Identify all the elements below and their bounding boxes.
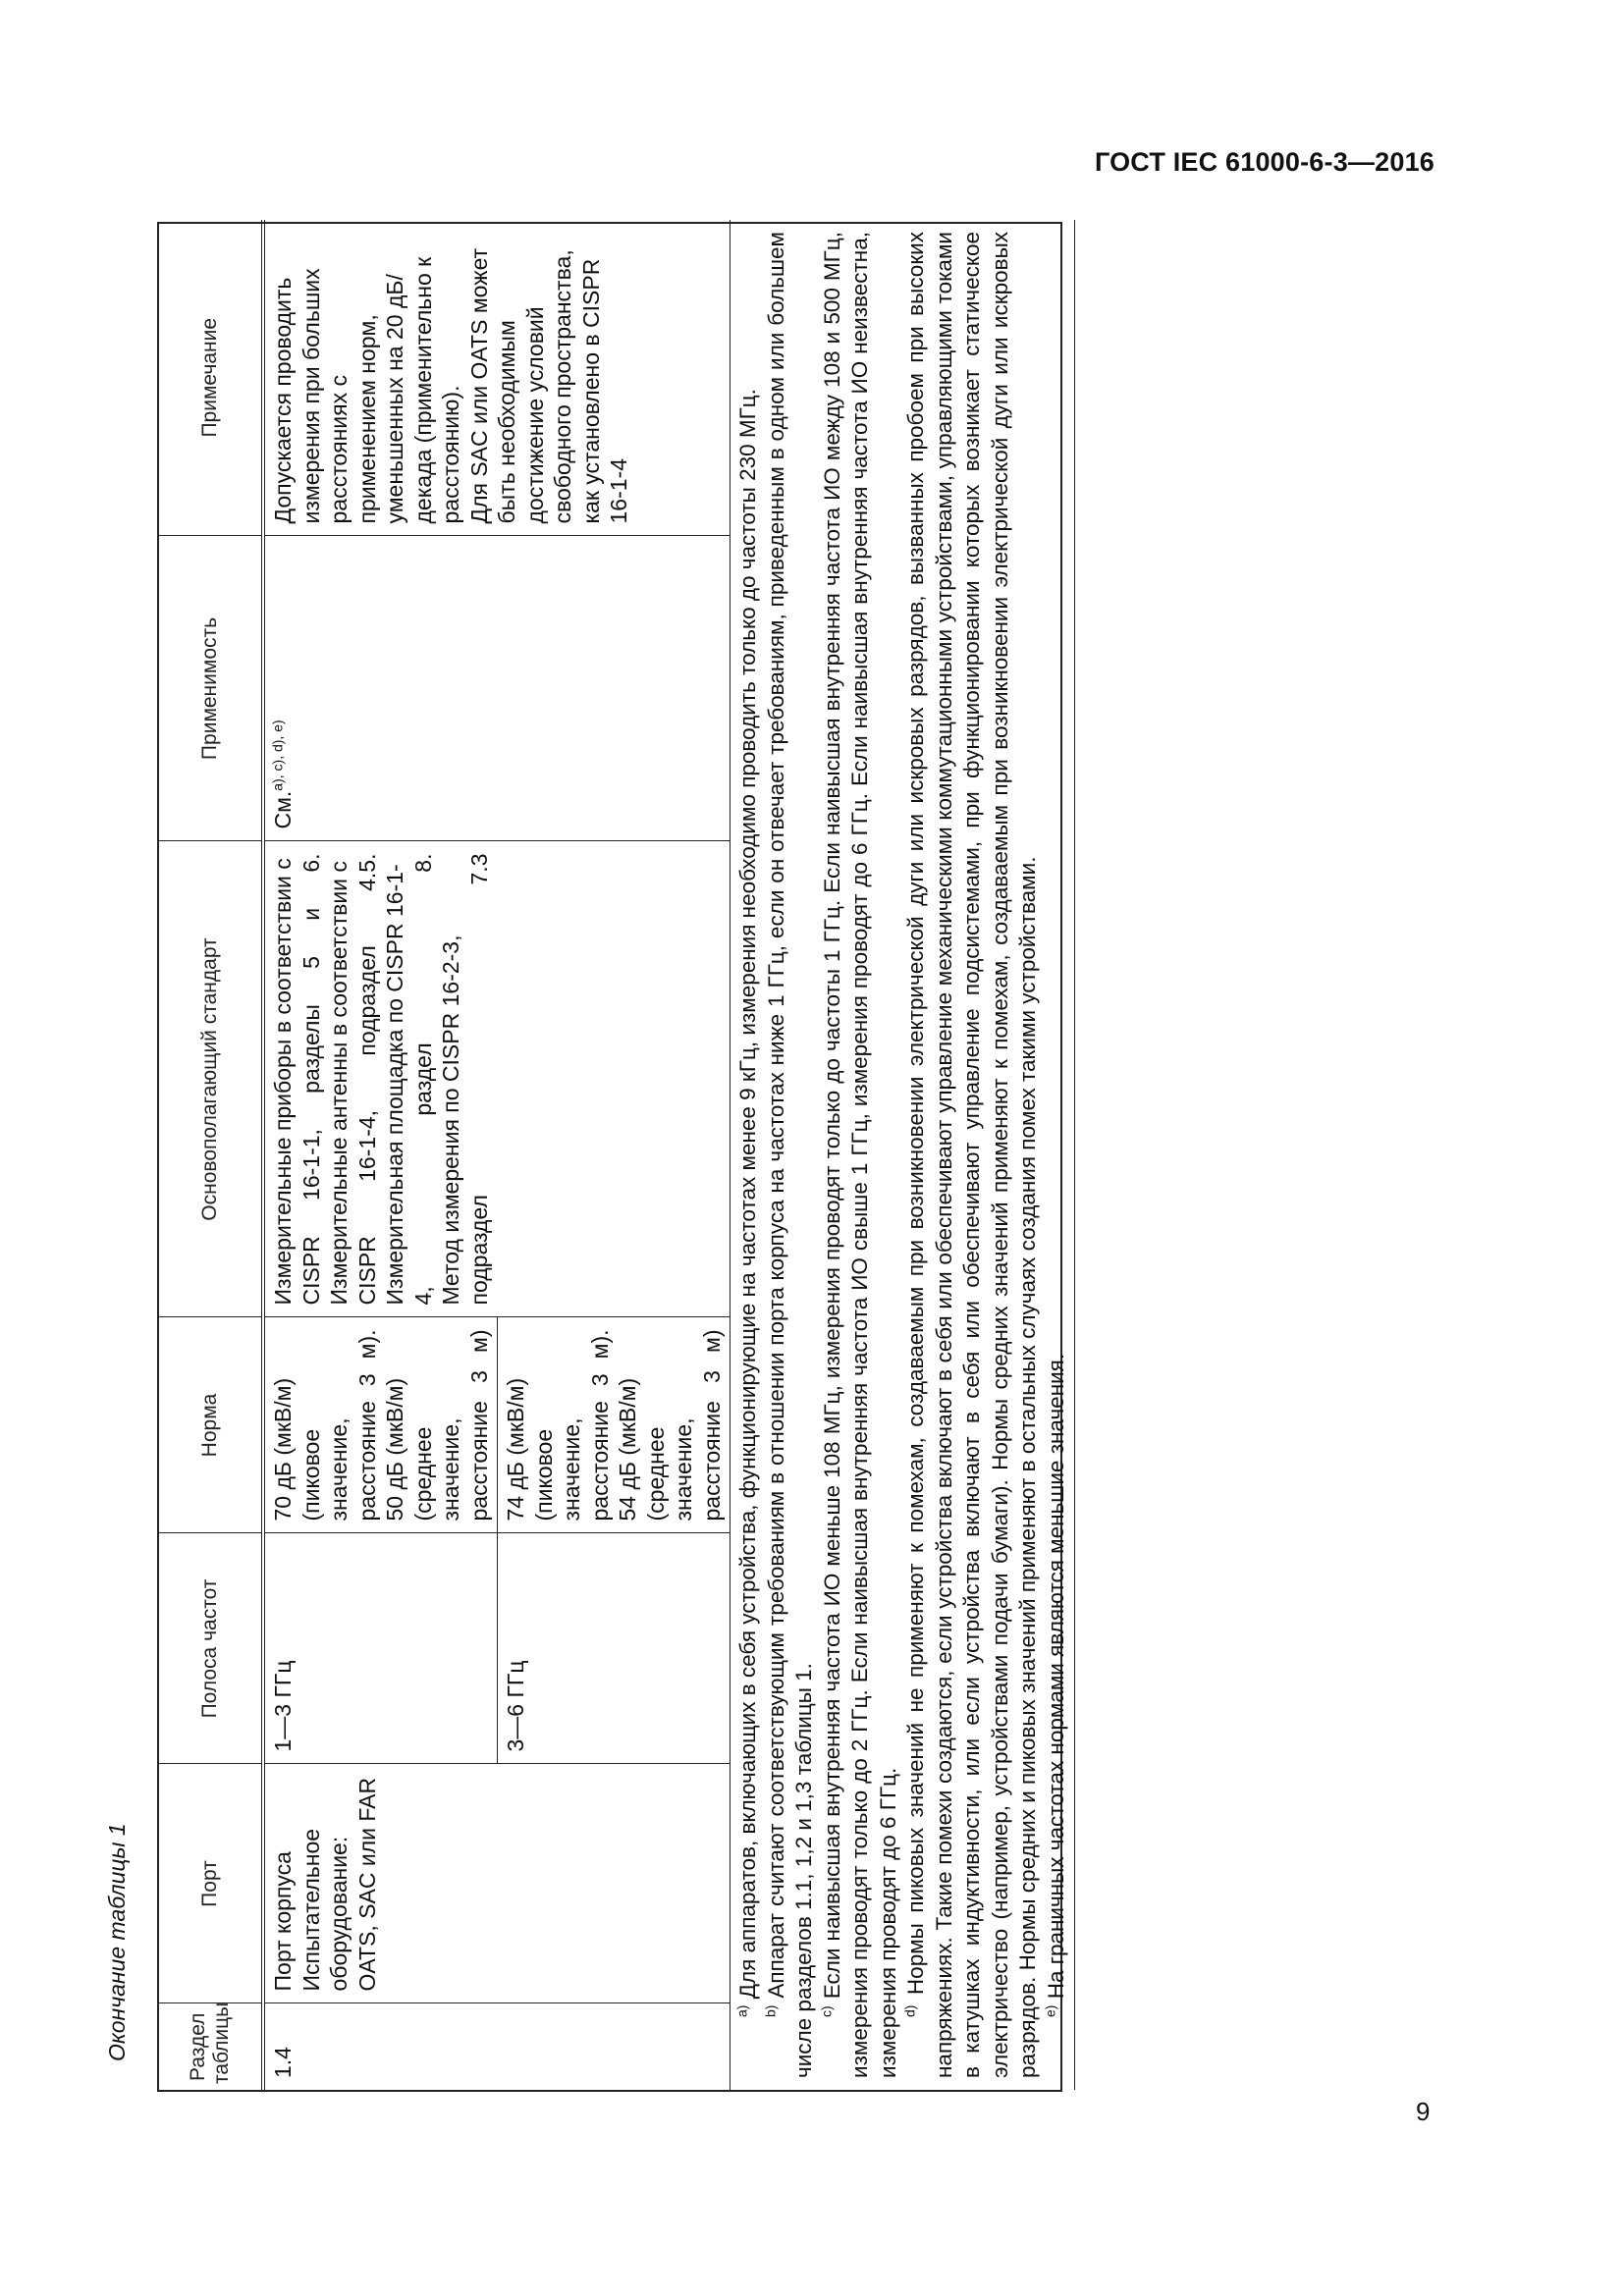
header-section: Раздел таблицы	[159, 2003, 263, 2090]
table-row	[263, 220, 498, 2090]
footnote: $^{d)}$ Нормы пиковых значений не применяют к помехам, создаваемым при возникновении электрической дуги или искровых разрядов, вызванных пробоем при высоких напряжениях. Такие помехи создаются, если устройства включают в себя или обеспечивают управление механическими коммутационными устройствами, управляющими токами в катушках индуктивности, или если устройства включают в себя или обеспечивают управление подсистемами, при функционировании которых возникает статическое электричество (например, устройствами подачи бумаги). Нормы средних значений применяют к помехам, создаваемым при возникновении электрической дуги или искровых разрядов. Нормы средних и пиковых значений применяют в остальных случаях создания помех такими устройствами.	[901, 232, 1040, 2078]
rotated-table-block	[103, 222, 1068, 2092]
page-number: 9	[1416, 2097, 1431, 2126]
norm-2-peak: 74 дБ (мкВ/м) (пиковое значение, расстояние 3 м).	[503, 1329, 613, 1522]
header-norm: Норма	[159, 1317, 263, 1533]
table-caption: Окончание таблицы 1	[104, 1823, 130, 2061]
cell-port: Порт корпуса Испытательное оборудование: OATS, SAC или FAR	[263, 1764, 731, 2003]
note-line: Для SAC или OATS может быть необходимым достижение условий свободного пространства, как установлено в CISPR 16-1-4	[465, 247, 631, 524]
header-band: Полоса частот	[159, 1533, 263, 1764]
norm-1-average: 50 дБ (мкВ/м) (среднее значение, расстояние 3 м)	[382, 1329, 492, 1522]
standard-line: Измерительная площадка по CISPR 16-1-4, раздел 8.	[382, 853, 436, 1306]
note-line: Допускается проводить измерения при больших расстояниях с применением норм, уменьшенных на 20 дБ/декада (применительно к расстоянию).	[270, 256, 463, 524]
cell-standard	[263, 841, 731, 1317]
table-frame	[157, 222, 1068, 2092]
footnote: $^{b)}$ Аппарат считают соответствующим требованиям в отношении порта корпуса на частотах ниже 1 ГГц, если он отвечает требованиям, приведенным в одном или большем числе разделов 1.1, 1,2 и 1,3 таблицы 1.	[762, 232, 816, 2078]
cell-norm-1	[263, 1317, 498, 1533]
applicability-refs: a), c), d), e)	[269, 720, 286, 791]
header-port: Порт	[159, 1764, 263, 2003]
header-applicability: Применимость	[159, 536, 263, 841]
cell-norm-2	[498, 1317, 731, 1533]
document-code: ГОСТ IEC 61000-6-3—2016	[1094, 147, 1435, 177]
applicability-text: См.	[270, 790, 296, 829]
table-header-row	[159, 220, 263, 2090]
cell-applicability	[263, 536, 731, 841]
footnotes-cell	[731, 220, 1075, 2090]
standard-line: Измерительные приборы в соответствии с CISPR 16-1-1, разделы 5 и 6.	[270, 853, 324, 1306]
footnote: $^{e)}$ На граничных частотах нормами являются меньшие значения.	[1042, 1353, 1068, 2017]
footnote: $^{a)}$ Для аппаратов, включающих в себя устройства, функционирующие на частотах менее 9 кГц, измерения необходимо проводить только до частоты 230 МГц.	[733, 389, 760, 2017]
footnote: $^{c)}$ Если наивысшая внутренняя частота ИО меньше 108 МГц, измерения проводят только до частоты 1 ГГц. Если наивысшая внутренняя частота ИО между 108 и 500 МГц, измерения проводят только до 2 ГГц. Если наивысшая внутренняя частота ИО свыше 1 ГГц, измерения проводят до 6 ГГц. Если наивысшая внутренняя частота ИО неизвестна, измерения проводят до 6 ГГц.	[818, 232, 900, 2078]
cell-band-2: 3—6 ГГц	[498, 1533, 731, 1764]
emission-limits-table	[159, 220, 1075, 2090]
norm-1-peak: 70 дБ (мкВ/м) (пиковое значение, расстояние 3 м).	[270, 1329, 380, 1522]
cell-band-1: 1—3 ГГц	[263, 1533, 498, 1764]
header-standard: Основополагающий стандарт	[159, 841, 263, 1317]
norm-2-average: 54 дБ (мкВ/м) (среднее значение, расстояние 3 м)	[615, 1329, 725, 1522]
standard-line: Измерительные антенны в соответствии с CISPR 16-1-4, подраздел 4.5.	[326, 853, 380, 1306]
header-note: Примечание	[159, 220, 263, 536]
cell-section: 1.4	[263, 2003, 731, 2090]
footnotes-row	[731, 220, 1075, 2090]
cell-note	[263, 220, 731, 536]
standard-line: Метод измерения по CISPR 16-2-3, подраздел 7.3	[438, 853, 492, 1306]
